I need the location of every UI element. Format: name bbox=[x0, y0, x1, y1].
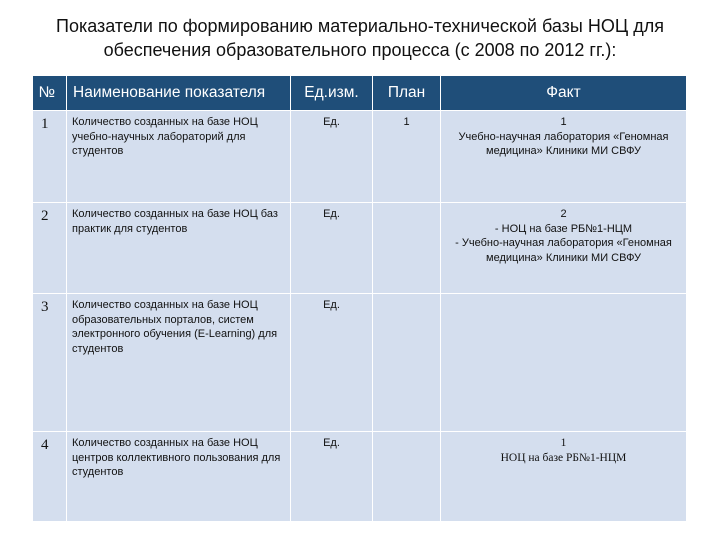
row-name: Количество созданных на базе НОЦ центров коллективного пользования для студентов bbox=[67, 432, 291, 522]
row-num: 3 bbox=[33, 294, 67, 432]
row-num: 1 bbox=[33, 111, 67, 203]
row-unit: Ед. bbox=[291, 111, 373, 203]
fact-value: 1 bbox=[560, 116, 567, 128]
header-unit: Ед.изм. bbox=[291, 76, 373, 111]
table-row bbox=[33, 203, 687, 294]
table-header-row bbox=[33, 76, 687, 111]
header-num: № bbox=[33, 76, 67, 111]
table-row bbox=[33, 111, 687, 203]
fact-value: 1 bbox=[560, 437, 567, 449]
fact-text: НОЦ на базе РБ№1-НЦМ bbox=[500, 451, 627, 464]
row-num: 2 bbox=[33, 203, 67, 294]
row-name: Количество созданных на базе НОЦ образовательных порталов, систем электронного обучения (E-Learning) для студентов bbox=[67, 294, 291, 432]
indicators-table bbox=[32, 76, 687, 522]
title-line-1: Показатели по формированию материально-технической базы НОЦ для bbox=[56, 16, 664, 36]
row-unit: Ед. bbox=[291, 203, 373, 294]
fact-text: - Учебно-научная лаборатория «Геномная медицина» Клиники МИ СВФУ bbox=[455, 237, 672, 264]
table-row bbox=[33, 294, 687, 432]
fact-text: Учебно-научная лаборатория «Геномная медицина» Клиники МИ СВФУ bbox=[458, 130, 669, 157]
row-plan: 1 bbox=[373, 111, 441, 203]
page-title bbox=[0, 14, 720, 62]
row-fact bbox=[441, 203, 687, 294]
row-plan bbox=[373, 203, 441, 294]
row-name: Количество созданных на базе НОЦ баз практик для студентов bbox=[67, 203, 291, 294]
row-plan bbox=[373, 432, 441, 522]
header-name: Наименование показателя bbox=[67, 76, 291, 111]
row-fact bbox=[441, 111, 687, 203]
row-plan bbox=[373, 294, 441, 432]
row-unit: Ед. bbox=[291, 294, 373, 432]
row-num: 4 bbox=[33, 432, 67, 522]
table-row bbox=[33, 432, 687, 522]
row-fact bbox=[441, 432, 687, 522]
row-unit: Ед. bbox=[291, 432, 373, 522]
header-fact: Факт bbox=[441, 76, 687, 111]
title-line-2: обеспечения образовательного процесса (с 2008 по 2012 гг.): bbox=[103, 40, 617, 60]
row-name: Количество созданных на базе НОЦ учебно-научных лабораторий для студентов bbox=[67, 111, 291, 203]
fact-text: - НОЦ на базе РБ№1-НЦМ bbox=[494, 222, 633, 235]
row-fact bbox=[441, 294, 687, 432]
header-plan: План bbox=[373, 76, 441, 111]
fact-value: 2 bbox=[560, 208, 567, 220]
